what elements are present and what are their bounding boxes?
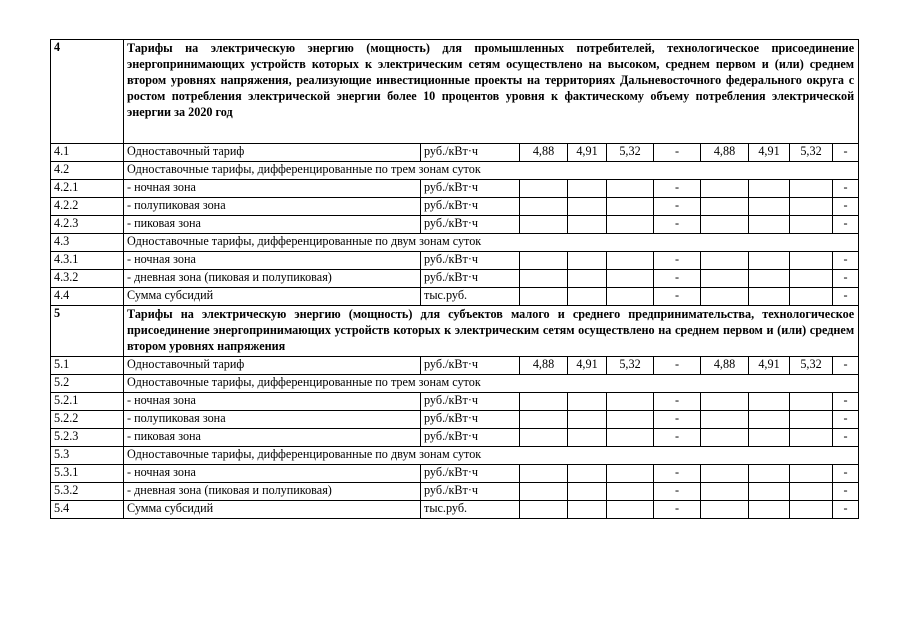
value-cell — [749, 216, 790, 234]
value-cell — [607, 288, 654, 306]
value-cell — [749, 428, 790, 446]
value-cell — [701, 252, 749, 270]
value-cell: - — [833, 392, 859, 410]
group-title: Одноставочные тарифы, дифференцированные по трем зонам суток — [124, 374, 859, 392]
value-cell — [790, 500, 833, 518]
value-cell — [607, 392, 654, 410]
value-cell — [790, 270, 833, 288]
value-cell — [749, 464, 790, 482]
value-cell — [790, 180, 833, 198]
row-name: - ночная зона — [124, 180, 421, 198]
section-number: 5 — [51, 306, 124, 357]
value-cell — [790, 198, 833, 216]
value-cell: 5,32 — [607, 356, 654, 374]
value-cell — [749, 198, 790, 216]
value-cell — [790, 482, 833, 500]
row-code: 5.3.2 — [51, 482, 124, 500]
value-cell: 4,91 — [749, 144, 790, 162]
value-cell — [520, 198, 568, 216]
value-cell — [790, 464, 833, 482]
row-name: Сумма субсидий — [124, 288, 421, 306]
group-title: Одноставочные тарифы, дифференцированные по двум зонам суток — [124, 446, 859, 464]
row-unit: руб./кВт·ч — [421, 482, 520, 500]
value-cell — [790, 410, 833, 428]
table-row — [51, 356, 859, 374]
row-unit: тыс.руб. — [421, 500, 520, 518]
value-cell — [607, 464, 654, 482]
value-cell — [607, 252, 654, 270]
row-unit: руб./кВт·ч — [421, 410, 520, 428]
value-cell — [607, 216, 654, 234]
table-row — [51, 500, 859, 518]
table-row — [51, 252, 859, 270]
value-cell — [790, 288, 833, 306]
group-row — [51, 446, 859, 464]
value-cell — [790, 428, 833, 446]
value-cell: - — [654, 428, 701, 446]
value-cell — [749, 252, 790, 270]
value-cell: - — [833, 198, 859, 216]
row-code: 4.1 — [51, 144, 124, 162]
value-cell: - — [833, 356, 859, 374]
value-cell — [520, 180, 568, 198]
group-title: Одноставочные тарифы, дифференцированные по двум зонам суток — [124, 234, 859, 252]
section-header-row — [51, 40, 859, 144]
value-cell: - — [654, 180, 701, 198]
value-cell: - — [654, 356, 701, 374]
value-cell — [607, 410, 654, 428]
value-cell — [790, 252, 833, 270]
value-cell — [520, 482, 568, 500]
row-name: Одноставочный тариф — [124, 144, 421, 162]
value-cell: 4,88 — [520, 356, 568, 374]
value-cell — [749, 270, 790, 288]
tariff-table-body — [51, 40, 859, 519]
row-name: - полупиковая зона — [124, 410, 421, 428]
value-cell — [520, 216, 568, 234]
row-code: 5.4 — [51, 500, 124, 518]
value-cell — [701, 500, 749, 518]
table-row — [51, 198, 859, 216]
value-cell — [749, 410, 790, 428]
table-row — [51, 216, 859, 234]
value-cell — [568, 198, 607, 216]
value-cell: - — [833, 464, 859, 482]
value-cell — [568, 180, 607, 198]
value-cell: - — [833, 144, 859, 162]
value-cell: 4,88 — [701, 356, 749, 374]
value-cell: - — [833, 252, 859, 270]
row-name: - дневная зона (пиковая и полупиковая) — [124, 482, 421, 500]
row-name: - пиковая зона — [124, 216, 421, 234]
row-unit: руб./кВт·ч — [421, 180, 520, 198]
table-row — [51, 180, 859, 198]
value-cell: - — [654, 464, 701, 482]
value-cell — [568, 410, 607, 428]
value-cell — [568, 482, 607, 500]
value-cell: - — [654, 144, 701, 162]
row-code: 4.3.2 — [51, 270, 124, 288]
row-code: 4.2 — [51, 162, 124, 180]
row-unit: тыс.руб. — [421, 288, 520, 306]
value-cell: - — [654, 410, 701, 428]
value-cell — [568, 288, 607, 306]
group-row — [51, 234, 859, 252]
value-cell — [749, 392, 790, 410]
value-cell — [701, 180, 749, 198]
table-row — [51, 270, 859, 288]
value-cell: 5,32 — [607, 144, 654, 162]
value-cell: 5,32 — [790, 144, 833, 162]
row-name: - дневная зона (пиковая и полупиковая) — [124, 270, 421, 288]
value-cell — [568, 428, 607, 446]
value-cell — [607, 428, 654, 446]
value-cell — [701, 464, 749, 482]
value-cell: - — [833, 270, 859, 288]
group-row — [51, 162, 859, 180]
row-code: 4.2.3 — [51, 216, 124, 234]
value-cell: 4,91 — [749, 356, 790, 374]
value-cell: - — [654, 270, 701, 288]
row-code: 4.3 — [51, 234, 124, 252]
value-cell: - — [833, 428, 859, 446]
row-name: - полупиковая зона — [124, 198, 421, 216]
value-cell — [749, 180, 790, 198]
value-cell: 4,91 — [568, 144, 607, 162]
value-cell — [568, 392, 607, 410]
tariff-table — [50, 39, 859, 519]
row-code: 5.1 — [51, 356, 124, 374]
value-cell — [749, 288, 790, 306]
value-cell: - — [654, 500, 701, 518]
table-row — [51, 392, 859, 410]
value-cell — [520, 270, 568, 288]
value-cell — [607, 270, 654, 288]
value-cell — [607, 180, 654, 198]
row-code: 5.3 — [51, 446, 124, 464]
table-row — [51, 482, 859, 500]
value-cell: - — [833, 180, 859, 198]
row-code: 4.4 — [51, 288, 124, 306]
value-cell — [568, 270, 607, 288]
row-code: 5.3.1 — [51, 464, 124, 482]
value-cell: - — [654, 288, 701, 306]
value-cell — [701, 216, 749, 234]
row-unit: руб./кВт·ч — [421, 392, 520, 410]
table-row — [51, 144, 859, 162]
row-code: 4.3.1 — [51, 252, 124, 270]
value-cell — [790, 392, 833, 410]
table-row — [51, 410, 859, 428]
value-cell — [568, 464, 607, 482]
value-cell — [701, 198, 749, 216]
row-unit: руб./кВт·ч — [421, 464, 520, 482]
value-cell: - — [833, 500, 859, 518]
row-unit: руб./кВт·ч — [421, 428, 520, 446]
row-code: 5.2.2 — [51, 410, 124, 428]
value-cell: - — [654, 216, 701, 234]
row-name: - ночная зона — [124, 252, 421, 270]
value-cell: - — [833, 288, 859, 306]
group-row — [51, 374, 859, 392]
row-name: - ночная зона — [124, 464, 421, 482]
value-cell — [520, 252, 568, 270]
row-unit: руб./кВт·ч — [421, 144, 520, 162]
value-cell: 4,88 — [701, 144, 749, 162]
value-cell: 4,91 — [568, 356, 607, 374]
value-cell — [607, 482, 654, 500]
row-unit: руб./кВт·ч — [421, 252, 520, 270]
value-cell — [607, 198, 654, 216]
value-cell — [520, 392, 568, 410]
value-cell — [520, 410, 568, 428]
value-cell: - — [833, 216, 859, 234]
value-cell — [568, 252, 607, 270]
table-row — [51, 464, 859, 482]
row-code: 5.2.1 — [51, 392, 124, 410]
value-cell: - — [833, 482, 859, 500]
row-code: 4.2.1 — [51, 180, 124, 198]
row-unit: руб./кВт·ч — [421, 216, 520, 234]
row-name: - ночная зона — [124, 392, 421, 410]
value-cell: 5,32 — [790, 356, 833, 374]
row-code: 4.2.2 — [51, 198, 124, 216]
row-code: 5.2 — [51, 374, 124, 392]
value-cell — [568, 500, 607, 518]
value-cell — [749, 482, 790, 500]
row-unit: руб./кВт·ч — [421, 198, 520, 216]
value-cell: - — [654, 252, 701, 270]
row-unit: руб./кВт·ч — [421, 270, 520, 288]
value-cell: - — [833, 410, 859, 428]
section-number: 4 — [51, 40, 124, 144]
value-cell — [568, 216, 607, 234]
row-code: 5.2.3 — [51, 428, 124, 446]
value-cell — [520, 288, 568, 306]
table-row — [51, 428, 859, 446]
value-cell: - — [654, 482, 701, 500]
value-cell — [701, 270, 749, 288]
value-cell — [520, 500, 568, 518]
value-cell — [520, 464, 568, 482]
value-cell — [607, 500, 654, 518]
section-title: Тарифы на электрическую энергию (мощность) для промышленных потребителей, технологическое присоединение энергопринимающих устройств которых к электрическим сетям осуществлено на высоком, среднем первом и (или) среднем втором уровнях напряжения, реализующие инвестиционные проекты на территориях Дальневосточного федерального округа с ростом потребления электрической энергии более 10 процентов уровня к фактическому объему потребления электрической энергии за 2020 год — [124, 40, 859, 144]
row-name: - пиковая зона — [124, 428, 421, 446]
value-cell — [701, 288, 749, 306]
value-cell — [749, 500, 790, 518]
value-cell — [701, 410, 749, 428]
value-cell: 4,88 — [520, 144, 568, 162]
row-unit: руб./кВт·ч — [421, 356, 520, 374]
row-name: Сумма субсидий — [124, 500, 421, 518]
value-cell: - — [654, 198, 701, 216]
group-title: Одноставочные тарифы, дифференцированные по трем зонам суток — [124, 162, 859, 180]
table-row — [51, 288, 859, 306]
value-cell — [790, 216, 833, 234]
value-cell — [520, 428, 568, 446]
row-name: Одноставочный тариф — [124, 356, 421, 374]
value-cell — [701, 392, 749, 410]
value-cell: - — [654, 392, 701, 410]
section-header-row — [51, 306, 859, 357]
value-cell — [701, 482, 749, 500]
value-cell — [701, 428, 749, 446]
section-title: Тарифы на электрическую энергию (мощность) для субъектов малого и среднего предпринимательства, технологическое присоединение энергопринимающих устройств которых к электрическим сетям осуществлено на среднем первом и (или) среднем втором уровнях напряжения — [124, 306, 859, 357]
